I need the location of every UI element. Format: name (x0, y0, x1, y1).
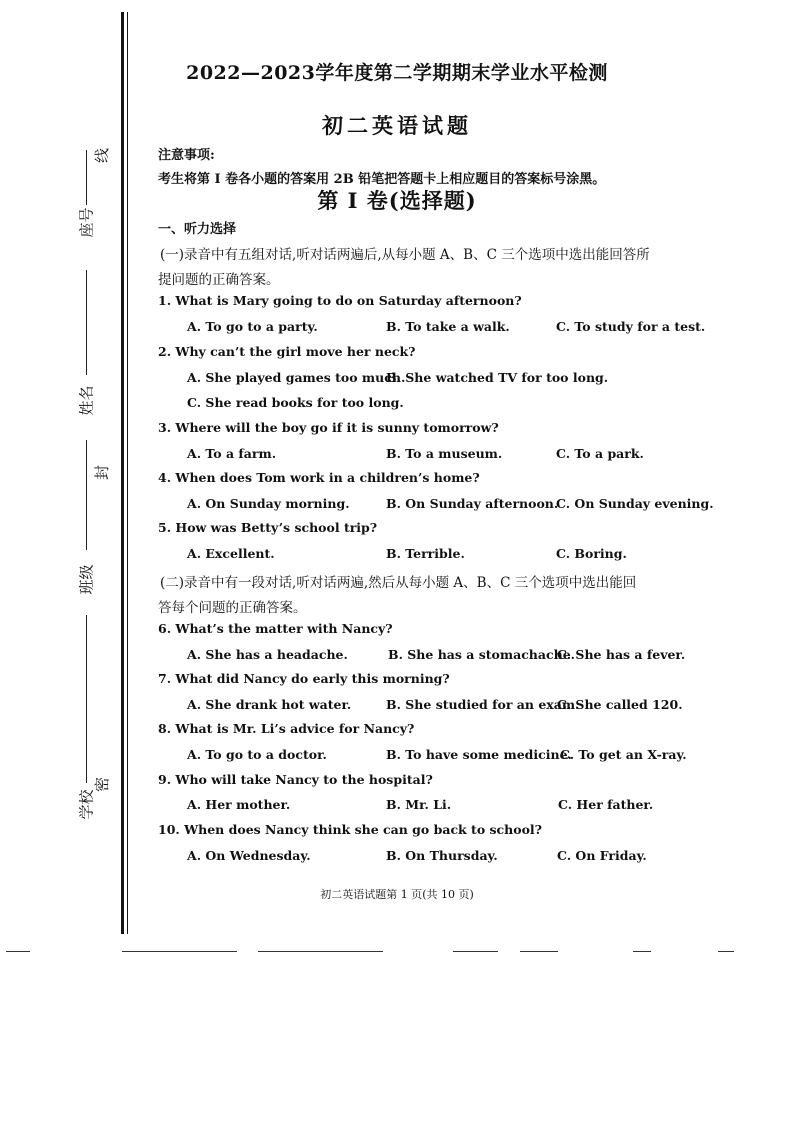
option-6b: B. She has a stomachache. (388, 647, 575, 662)
question-9: 9. Who will take Nancy to the hospital? (158, 772, 433, 787)
binding-line-thick (121, 12, 124, 934)
notes-text: 考生将第 I 卷各小题的答案用 2B 铅笔把答题卡上相应题目的答案标号涂黑。 (158, 172, 606, 187)
question-3: 3. Where will the boy go if it is sunny tomorrow? (158, 420, 499, 435)
class-label: 班级 (77, 564, 96, 595)
instruction-2: (二)录音中有一段对话,听对话两遍,然后从每小题 A、B、C 三个选项中选出能回 (160, 575, 637, 591)
page-footer: 初二英语试题第 1 页(共 10 页) (320, 888, 474, 901)
scan-mark (122, 951, 237, 952)
option-10b: B. On Thursday. (386, 848, 498, 863)
option-1a: A. To go to a party. (187, 319, 318, 334)
line-word: 线 (93, 147, 112, 164)
option-5b: B. Terrible. (386, 546, 465, 561)
option-10a: A. On Wednesday. (187, 848, 311, 863)
option-4c: C. On Sunday evening. (556, 496, 714, 511)
seal-word: 封 (93, 464, 112, 481)
binding-line-thin (127, 12, 128, 934)
instruction-2-cont: 答每个问题的正确答案。 (158, 600, 307, 616)
option-10c: C. On Friday. (557, 848, 647, 863)
option-2b: B. She watched TV for too long. (386, 370, 609, 385)
option-6c: C. She has a fever. (557, 647, 686, 662)
secret-word: 密 (93, 776, 112, 793)
option-4a: A. On Sunday morning. (187, 496, 350, 511)
option-1c: C. To study for a test. (556, 319, 706, 334)
instruction-1-cont: 提问题的正确答案。 (158, 272, 280, 288)
name-label: 姓名 (77, 385, 96, 416)
option-1b: B. To take a walk. (386, 319, 510, 334)
option-9b: B. Mr. Li. (386, 797, 452, 812)
question-5: 5. How was Betty’s school trip? (158, 520, 378, 535)
question-2: 2. Why can’t the girl move her neck? (158, 344, 416, 359)
scan-mark (6, 951, 30, 952)
scan-mark (453, 951, 498, 952)
scan-mark (633, 951, 651, 952)
option-7a: A. She drank hot water. (187, 697, 352, 712)
option-2c: C. She read books for too long. (187, 395, 404, 410)
option-3a: A. To a farm. (187, 446, 277, 461)
section-title: 第 I 卷(选择题) (317, 188, 477, 213)
exam-title: 2022—2023学年度第二学期期末学业水平检测 (186, 62, 608, 84)
option-8c: C. To get an X-ray. (560, 747, 687, 762)
option-3c: C. To a park. (556, 446, 644, 461)
option-6a: A. She has a headache. (187, 647, 348, 662)
option-5a: A. Excellent. (187, 546, 275, 561)
option-8a: A. To go to a doctor. (187, 747, 327, 762)
question-8: 8. What is Mr. Li’s advice for Nancy? (158, 721, 415, 736)
option-3b: B. To a museum. (386, 446, 503, 461)
seat-label: 座号 (77, 207, 96, 238)
option-7c: C. She called 120. (557, 697, 683, 712)
question-10: 10. When does Nancy think she can go back to school? (158, 822, 543, 837)
school-label: 学校 (77, 789, 96, 820)
option-9c: C. Her father. (558, 797, 654, 812)
class-blank (86, 440, 87, 550)
school-blank (86, 615, 87, 783)
name-blank (86, 270, 87, 375)
question-7: 7. What did Nancy do early this morning? (158, 671, 450, 686)
option-5c: C. Boring. (556, 546, 627, 561)
option-9a: A. Her mother. (187, 797, 291, 812)
question-1: 1. What is Mary going to do on Saturday afternoon? (158, 293, 522, 308)
part1-heading: 一、听力选择 (158, 222, 237, 237)
exam-subject: 初二英语试题 (322, 113, 472, 138)
scan-mark (520, 951, 558, 952)
option-4b: B. On Sunday afternoon. (386, 496, 559, 511)
scan-mark (718, 951, 734, 952)
notes-label: 注意事项: (158, 148, 215, 163)
instruction-1: (一)录音中有五组对话,听对话两遍后,从每小题 A、B、C 三个选项中选出能回答所 (160, 247, 650, 263)
option-8b: B. To have some medicine. (386, 747, 572, 762)
question-4: 4. When does Tom work in a children’s home? (158, 470, 480, 485)
scan-mark (258, 951, 383, 952)
question-6: 6. What’s the matter with Nancy? (158, 621, 393, 636)
option-2a: A. She played games too much. (187, 370, 406, 385)
option-7b: B. She studied for an exam. (386, 697, 580, 712)
